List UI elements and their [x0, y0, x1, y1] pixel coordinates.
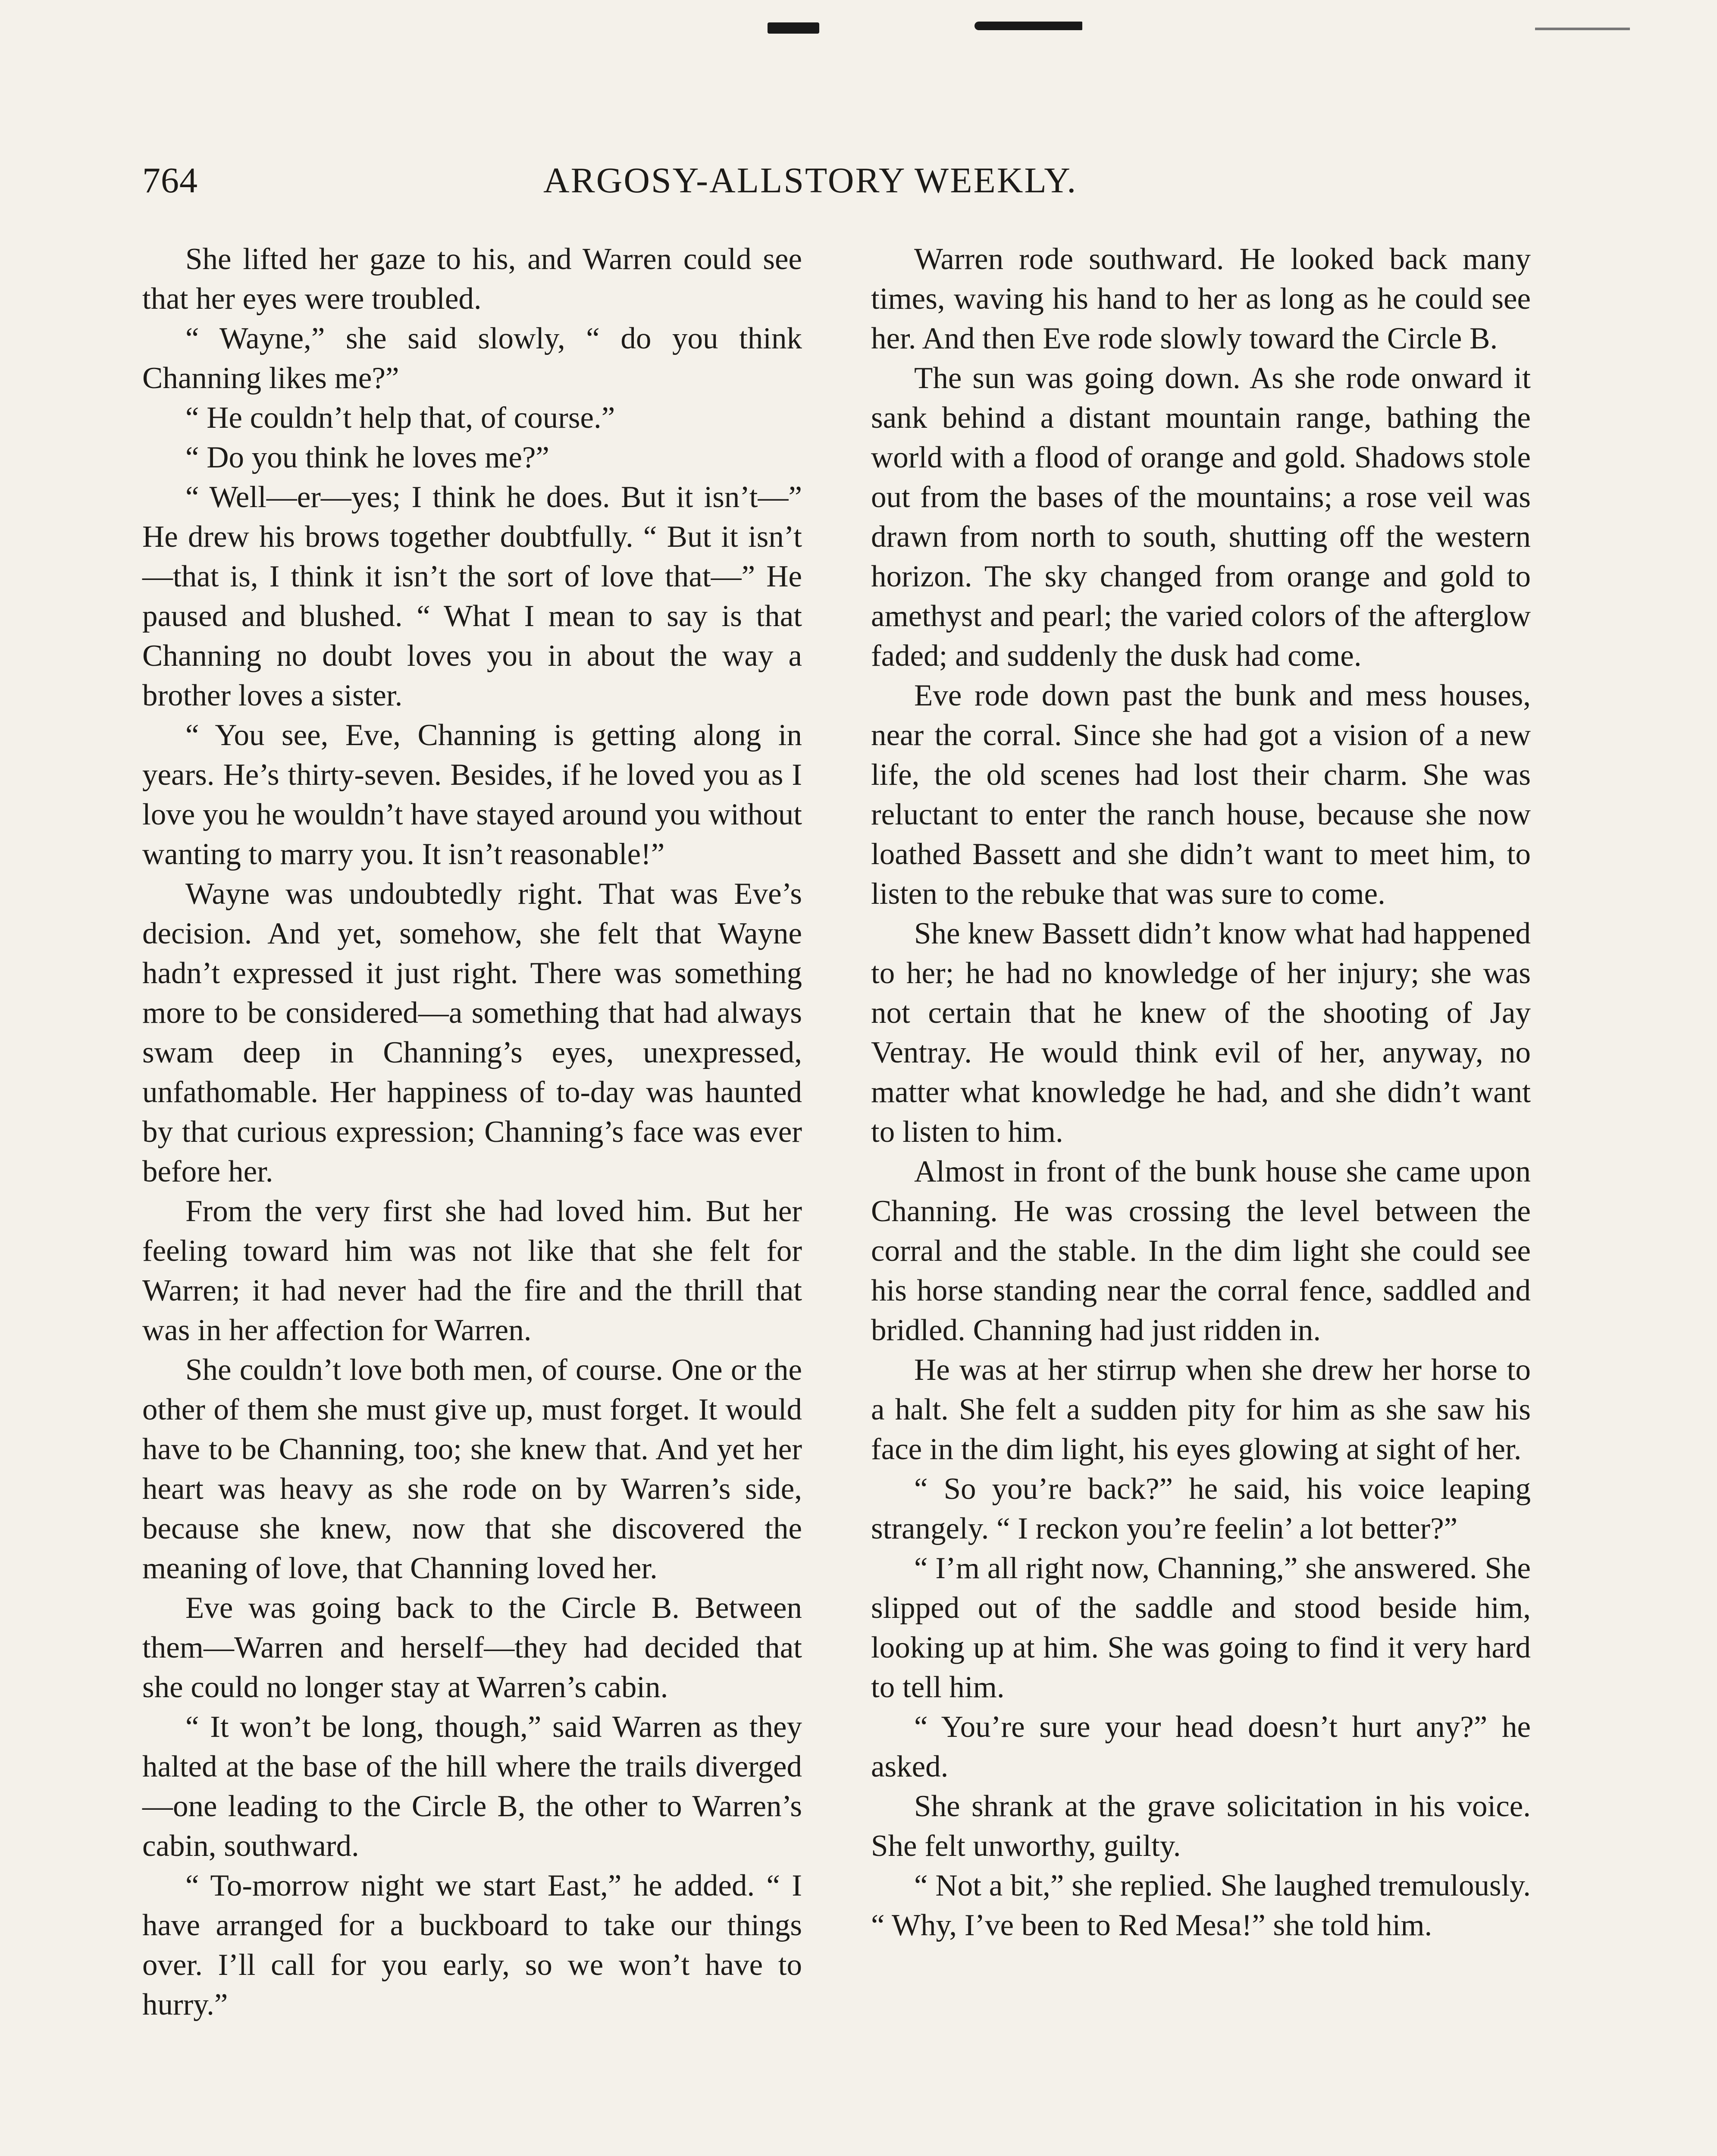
paragraph: From the very first she had loved him. But her feeling toward him was not like that she felt for Warren; it had never had the fire and the thrill that was in her affection for Warren.	[142, 1194, 802, 1347]
paragraph: Eve was going back to the Circle B. Between them—Warren and herself—they had decided that she could no longer stay at Warren’s cabin.	[142, 1591, 802, 1704]
right-column	[871, 239, 1531, 2024]
paragraph: She shrank at the grave solicitation in his voice. She felt unworthy, guilty.	[871, 1789, 1531, 1863]
paragraph: “ You see, Eve, Channing is getting along in years. He’s thirty-seven. Besides, if he loved you as I love you he wouldn’t have stayed around you without wanting to marry you. It isn’t reasonable!”	[142, 718, 802, 871]
paragraph: The sun was going down. As she rode onward it sank behind a distant mountain range, bathing the world with a flood of orange and gold. Shadows stole out from the bases of the mountains; a rose veil was drawn from north to south, shutting off the western horizon. The sky changed from orange and gold to amethyst and pearl; the varied colors of the afterglow faded; and suddenly the dusk had come.	[871, 361, 1531, 673]
paragraph: “ You’re sure your head doesn’t hurt any?” he asked.	[871, 1710, 1531, 1783]
paragraph: Eve rode down past the bunk and mess houses, near the corral. Since she had got a vision of a new life, the old scenes had lost their charm. She was reluctant to enter the ranch house, because she now loathed Bassett and she didn’t want to meet him, to listen to the rebuke that was sure to come.	[871, 679, 1531, 911]
paragraph: She couldn’t love both men, of course. One or the other of them she must give up, must forget. It would have to be Channing, too; she knew that. And yet her heart was heavy as she rode on by Warren’s side, because she knew, now that she discovered the meaning of love, that Channing loved her.	[142, 1353, 802, 1585]
paragraph: She knew Bassett didn’t know what had happened to her; he had no knowledge of her injury; she was not certain that he knew of the shooting of Jay Ventray. He would think evil of her, anyway, no matter what knowledge he had, and she didn’t want to listen to him.	[871, 917, 1531, 1149]
paragraph: “ To-morrow night we start East,” he added. “ I have arranged for a buckboard to take our things over. I’ll call for you early, so we won’t have to hurry.”	[142, 1869, 802, 2021]
paragraph: “ Wayne,” she said slowly, “ do you think Channing likes me?”	[142, 322, 802, 395]
paragraph: She lifted her gaze to his, and Warren could see that her eyes were troubled.	[142, 242, 802, 316]
paragraph: He was at her stirrup when she drew her horse to a halt. She felt a sudden pity for him as she saw his face in the dim light, his eyes glowing at sight of her.	[871, 1353, 1531, 1466]
paragraph: Almost in front of the bunk house she came upon Channing. He was crossing the level between the corral and the stable. In the dim light she could see his horse standing near the corral fence, saddled and bridled. Channing had just ridden in.	[871, 1155, 1531, 1347]
paragraph: “ Not a bit,” she replied. She laughed tremulously. “ Why, I’ve been to Red Mesa!” she told him.	[871, 1869, 1531, 1942]
article-body	[142, 239, 1531, 2024]
printer-mark-left	[768, 22, 819, 34]
page-number: 764	[142, 160, 198, 201]
paragraph: Warren rode southward. He looked back many times, waving his hand to her as long as he could see her. And then Eve rode slowly toward the Circle B.	[871, 242, 1531, 355]
paragraph: “ I’m all right now, Channing,” she answered. She slipped out of the saddle and stood beside him, looking up at him. She was going to find it very hard to tell him.	[871, 1551, 1531, 1704]
paragraph: “ Well—er—yes; I think he does. But it isn’t—” He drew his brows together doubtfully. “ But it isn’t—that is, I think it isn’t the sort of love that—” He paused and blushed. “ What I mean to say is that Channing no doubt loves you in about the way a brother loves a sister.	[142, 480, 802, 712]
page-header	[0, 160, 1717, 211]
printer-mark-right	[974, 22, 1082, 30]
paragraph: “ Do you think he loves me?”	[185, 441, 549, 474]
paragraph: Wayne was undoubtedly right. That was Eve’s decision. And yet, somehow, she felt that Wayne hadn’t expressed it just right. There was something more to be considered—a something that had always swam deep in Channing’s eyes, unexpressed, unfathomable. Her happiness of to-day was haunted by that curious expression; Channing’s face was ever before her.	[142, 877, 802, 1188]
paragraph: “ He couldn’t help that, of course.”	[185, 401, 615, 435]
left-column	[142, 239, 802, 2024]
paragraph: “ So you’re back?” he said, his voice leaping strangely. “ I reckon you’re feelin’ a lot better?”	[871, 1472, 1531, 1545]
running-head: ARGOSY-ALLSTORY WEEKLY.	[543, 160, 1078, 201]
printer-mark-corner	[1535, 28, 1630, 30]
paragraph: “ It won’t be long, though,” said Warren as they halted at the base of the hill where the trails diverged—one leading to the Circle B, the other to Warren’s cabin, southward.	[142, 1710, 802, 1863]
